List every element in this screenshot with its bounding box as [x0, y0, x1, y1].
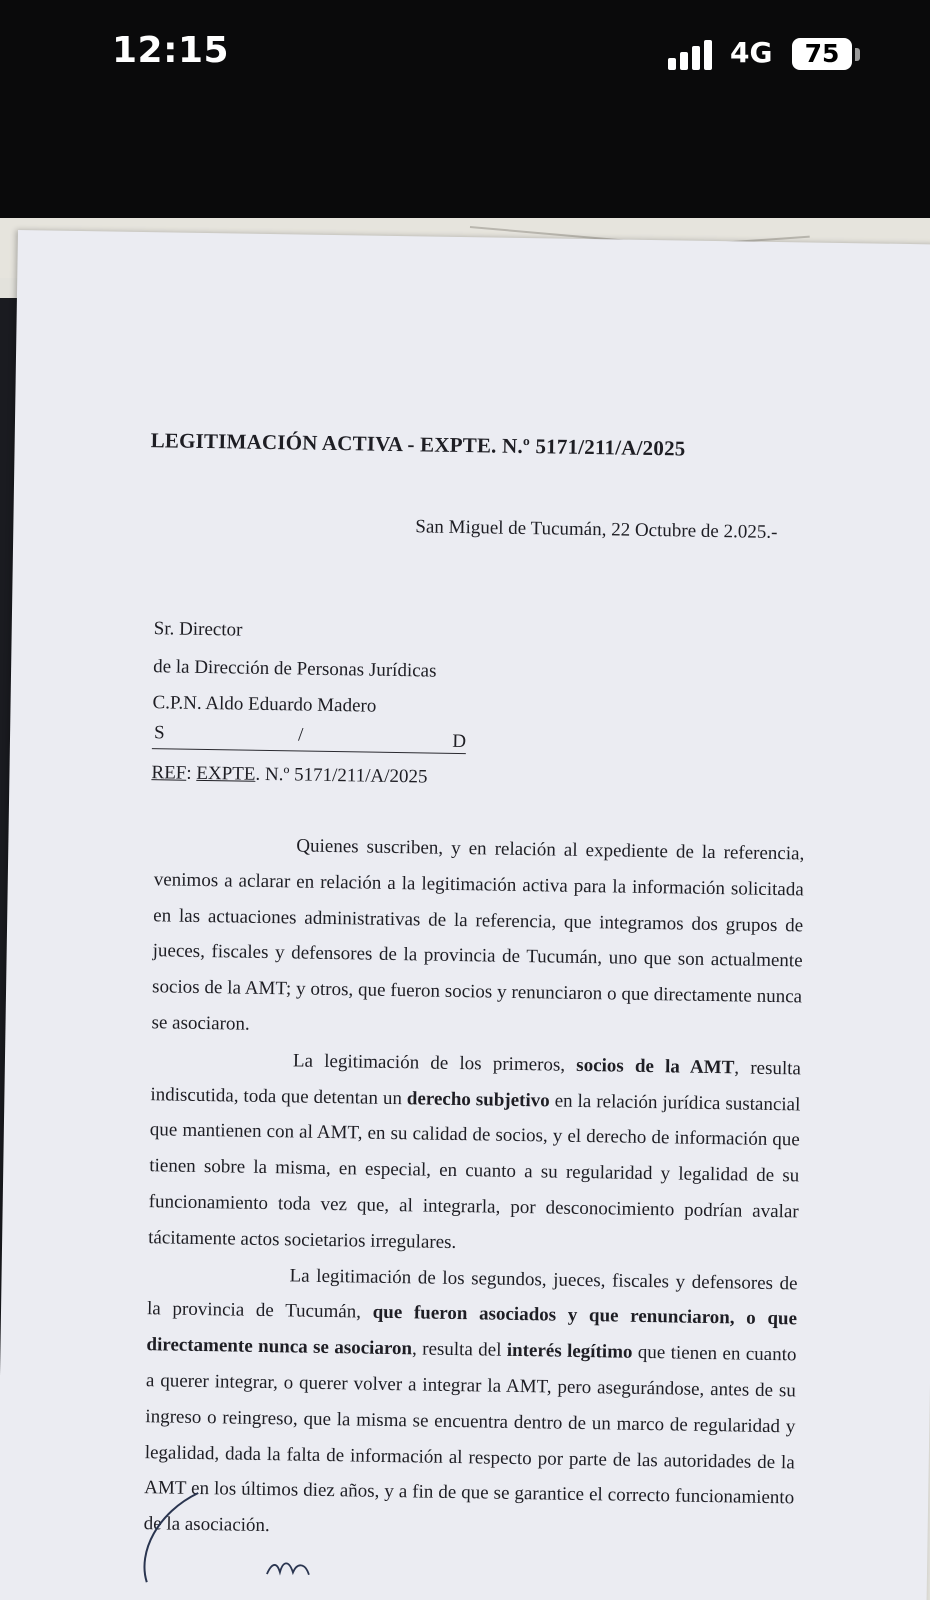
p3-text-3: que tienen en cuanto a querer integrar, o querer volver a integrar la AMT, pero asegurándose, antes de su ingreso o reingreso, que la misma se encuentra dentro de un marco de regularidad y legalidad, dada la falta de información al respecto por parte de las autoridades de la AMT en los últimos diez años, y a fin de que se garantice el correcto funcionamiento de la asociación.	[143, 1341, 797, 1537]
status-bar	[0, 0, 930, 218]
battery-cap	[855, 48, 860, 61]
p3-text-2: , resulta del	[411, 1338, 507, 1361]
reference-line	[151, 762, 427, 788]
recipient-line-3: C.P.N. Aldo Eduardo Madero	[152, 692, 377, 717]
document-photo	[0, 218, 930, 1600]
handwritten-signature	[137, 1472, 399, 1596]
p2-text-3: en la relación jurídica sustancial que mantienen con al AMT, en su calidad de socios, y el derecho de información que tienen sobre la misma, en especial, en cuanto a su regularidad y legalidad de su funcionamiento toda vez que, al integrarla, por desconocimiento podrían avalar tácitamente actos societarios irregulares.	[148, 1090, 801, 1253]
cellular-signal-icon	[668, 38, 718, 70]
p3-bold-2: interés legítimo	[506, 1339, 633, 1363]
ref-expte: EXPTE	[196, 762, 256, 785]
document-title: LEGITIMACIÓN ACTIVA - EXPTE. N.º 5171/211/A/2025	[150, 428, 686, 461]
sd-mid: /	[297, 724, 304, 746]
battery-icon	[792, 38, 852, 70]
p3-bold-1: que fueron asociados y que renunciaron, o que directamente nunca se asociaron	[146, 1302, 798, 1360]
p2-text-1: La legitimación de los primeros,	[292, 1050, 577, 1076]
sd-line	[152, 722, 466, 754]
recipient-line-1: Sr. Director	[153, 618, 243, 641]
sd-right: D	[452, 730, 467, 753]
ref-colon: :	[186, 762, 197, 784]
network-type: 4G	[730, 36, 773, 69]
date-line: San Miguel de Tucumán, 22 Octubre de 2.025.-	[415, 516, 778, 543]
sd-left: S	[153, 722, 165, 744]
p2-bold-1: socios de la AMT	[576, 1054, 735, 1079]
paragraph-1: Quienes suscriben, y en relación al expediente de la referencia, venimos a aclarar en relación a la legitimación activa para la información solicitada en las actuaciones administrativas de la referencia, que integramos dos grupos de jueces, fiscales y defensores de la provincia de Tucumán, uno que son actualmente socios de la AMT; y otros, que fueron socios y renunciaron o que directamente nunca se asociaron.	[151, 835, 805, 1035]
ref-number: . N.º 5171/211/A/2025	[255, 763, 428, 788]
p2-bold-2: derecho subjetivo	[406, 1087, 550, 1112]
document-body	[143, 826, 804, 1552]
paper-sheet	[0, 230, 930, 1600]
status-time: 12:15	[112, 30, 230, 71]
p2-text-2: , resulta indiscutida, toda que detentan un	[150, 1057, 802, 1109]
p3-text-1: La legitimación de los segundos, jueces, fiscales y defensores de la provincia de Tucumán,	[146, 1264, 798, 1324]
battery-level: 75	[804, 39, 840, 68]
ref-label: REF	[151, 762, 187, 784]
recipient-line-2: de la Dirección de Personas Jurídicas	[152, 656, 437, 682]
paragraph-2	[148, 1041, 801, 1266]
